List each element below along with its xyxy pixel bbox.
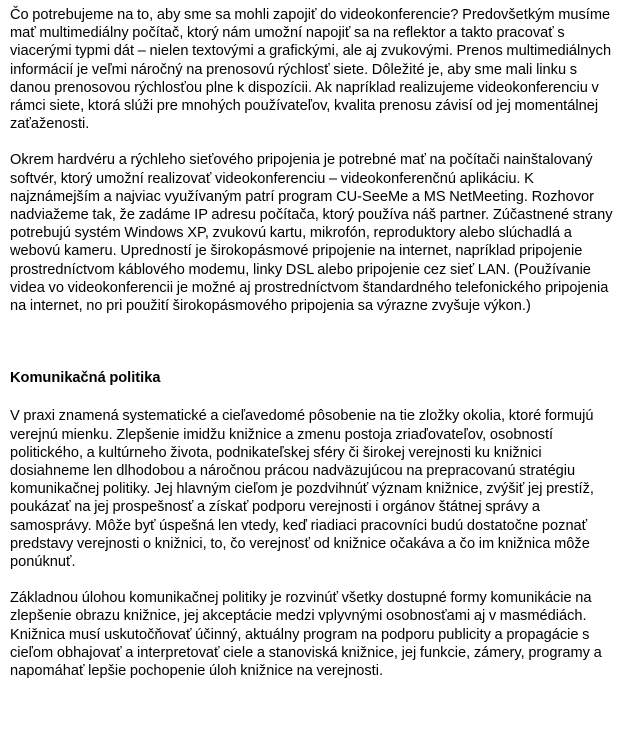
paragraph-spacer bbox=[10, 133, 618, 151]
paragraph-spacer bbox=[10, 571, 618, 589]
paragraph-videoconference-software: Okrem hardvéru a rýchleho sieťového pripojenia je potrebné mať na počítači nainštalovaný softvér, ktorý umožní realizovať videokonferenciu – videokonferenčnú aplikáciu. K najznámejším a najviac využívaným patrí program CU-SeeMe a MS NetMeeting. Rozhovor nadviažeme tak, že zadáme IP adresu počítača, ktorý používa náš partner. Zúčastnené strany potrebujú systém Windows XP, zvukovú kartu, mikrofón, reproduktory alebo slúchadlá a webovú kameru. Upredností je širokopásmové pripojenie na internet, napríklad pripojenie prostredníctvom káblového modemu, linky DSL alebo pripojenie cez sieť LAN. (Používanie videa vo videokonferencii je možné aj prostredníctvom štandardného telefonického pripojenia na internet, no pri použití širokopásmového pripojenia sa výrazne zvyšuje výkon.) bbox=[10, 152, 613, 315]
paragraph-communication-policy-practice: V praxi znamená systematické a cieľavedomé pôsobenie na tie zložky okolia, ktoré formujú verejnú mienku. Zlepšenie imidžu knižnice a zmenu postoja zriaďovateľov, osobností politického, a kultúrneho života, podnikateľskej sféry či širokej verejnosti ku knižnici dosiahneme len dlhodobou a náročnou prácou nadväzujúcou na prepracovanú stratégiu komunikačnej politiky. Jej hlavným cieľom je pozdvihnúť význam knižnice, zvýšiť jej prestíž, poukázať na jej prospešnosť a získať podporu verejnosti i orgánov štátnej správy a samosprávy. Môže byť úspešná len vtedy, keď riadiaci pracovníci budú dostatočne poznať predstavy verejnosti o knižnici, to, čo verejnosť od knižnice očakáva a čo im knižnica môže ponúknuť. bbox=[10, 408, 594, 571]
document-page bbox=[10, 6, 618, 680]
paragraph-communication-policy-goal: Základnou úlohou komunikačnej politiky je rozvinúť všetky dostupné formy komunikácie na zlepšenie obrazu knižnice, jej akceptácie medzi vplyvnými osobnosťami aj v masmédiách. Knižnica musí uskutočňovať účinný, aktuálny program na podporu publicity a propagácie s cieľom obhajovať a interpretovať ciele a stanoviská knižnice, jej funkcie, zámery, programy a napomáhať lepšie pochopenie úloh knižnice na verejnosti. bbox=[10, 590, 602, 680]
section-heading: Komunikačná politika bbox=[10, 370, 161, 387]
paragraph-videoconference-requirements: Čo potrebujeme na to, aby sme sa mohli zapojiť do videokonferencie? Predovšetkým musíme mať multimediálny počítač, ktorý nám umožní napojiť sa na reflektor a takto pracovať s viacerými typmi dát – nielen textovými a grafickými, ale aj zvukovými. Prenos multimediálnych informácií je veľmi náročný na prenosovú rýchlosť siete. Dôležité je, aby sme mali linku s danou prenosovou rýchlosťou plne k dispozícii. Ak napríklad realizujeme videokonferenciu v rámci siete, ktorá slúži pre mnohých používateľov, kvalita prenosu závisí od jej momentálnej zaťaženosti. bbox=[10, 7, 612, 133]
section-spacer bbox=[10, 315, 618, 369]
heading-spacer bbox=[10, 387, 618, 407]
